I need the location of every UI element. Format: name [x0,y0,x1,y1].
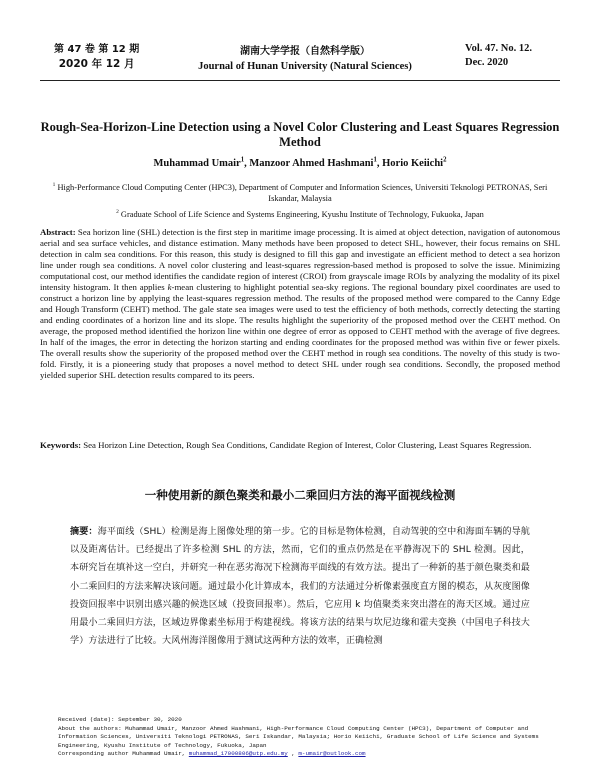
affiliation-mark: 1 [52,182,56,189]
chinese-abstract-label: 摘要： [70,527,98,537]
footnotes [40,716,570,759]
author-name: Muhammad Umair [153,158,241,169]
email-link-2[interactable]: m-umair@outlook.com [298,750,366,757]
email-separator: , [287,750,299,757]
chinese-abstract [70,523,530,650]
keywords [40,440,560,451]
journal-name [160,44,450,74]
author-affil-mark: 1 [373,156,377,164]
abstract-label: Abstract: [40,227,76,237]
keywords-text: Sea Horizon Line Detection, Rough Sea Conditions, Candidate Region of Interest, Color Clustering, Least Squares Regression. [81,440,532,450]
abstract-italic-k: k [167,282,172,292]
date-cn: 2020 年 12 月 [58,58,135,70]
footnote-received: Received (date): September 30, 2020 [58,716,182,723]
keywords-label: Keywords: [40,440,82,450]
volume-issue-cn: 第 47 卷 第 12 期 [54,44,140,55]
author-name: Manzoor Ahmed Hashmani [249,158,374,169]
author-separator: , [244,158,250,169]
journal-name-cn: 湖南大学学报（自然科学版） [240,46,370,57]
affiliation-text: Graduate School of Life Science and Systems Engineering, Kyushu Institute of Technology, Fukuoka, Japan [120,210,484,219]
journal-volume-cn [54,42,139,72]
chinese-abstract-text: 海平面线（SHL）检测是海上图像处理的第一步。它的目标是物体检测，自动驾驶的空中和海面车辆的导航以及距离估计。已经提出了许多检测 SHL 的方法，然而，它们的重点仍然是在平静海况下的 SHL 检测。因此，本研究旨在填补这一空白，并研究一种在恶劣海况下检测海平面线的有效方法。提出了一种新的基于颜色聚类和最小二乘回归的方法来解决该问题。通过最小化计算成本，我们的方法通过分析像素强度直方图的模态，从灰度图像投资回报率中识别出感兴趣的候选区域（投资回报率）。然后，它应用 k 均值聚类来突出潜在的海天区域。通过应用最小二乘回归方法，区域边界像素坐标用于构建视线。将该方法的结果与坎尼边缘和霍夫变换（中国电子科技大学）方法进行了比较。大风州海洋图像用于测试这两种方法的效率，正确检测 [70,527,530,647]
abstract-text-cont: -mean clustering to highlight potential sea-sky regions. The regional boundary pixel coordinates are used to construct a horizon line by applying the least-squares regression method. The results of the proposed method were compared to the Canny Edge and Hough Transform (CEHT) method. The gale state sea images were used to test the efficiency of both methods, correctly detecting the starting and ending coordinates of a horizon line and its slope. The results highlight the superiority of the proposed method over the CEHT method. On average, the proposed method identified the horizon line within one degree of error as opposed to CEHT method with the average of five degrees. In half of the images, the error in detecting the horizon starting and ending coordinates for the proposed method was within five or fewer pixels. The overall results show the superiority of the proposed method over the CEHT method in rough sea conditions. The novelty of this study is two-fold. Firstly, it is a pioneering study that proposes a novel method to detect SHL under rough sea conditions. Secondly, the proposed method yielded superior SHL detection results compared to its peers. [40,282,561,380]
author-list [40,158,560,169]
chinese-title: 一种使用新的颜色聚类和最小二乘回归方法的海平面视线检测 [144,488,456,502]
affiliation-1 [40,182,560,204]
paper-title: Rough-Sea-Horizon-Line Detection using a Novel Color Clustering and Least Squares Regression Method [40,120,560,149]
journal-name-en: Journal of Hunan University (Natural Sciences) [198,61,412,72]
author-name: Horio Keiichi [382,158,444,169]
journal-volume-en [465,42,532,70]
corresponding-label: Corresponding author Muhammad Umair, [58,750,189,757]
abstract [40,227,560,381]
author-affil-mark: 2 [443,156,447,164]
affiliation-text: High-Performance Cloud Computing Center (HPC3), Department of Computer and Information Sciences, Universiti Teknologi PETRONAS, Seri Iskandar, Malaysia [57,183,548,203]
date-en: Dec. 2020 [465,57,509,68]
footnote-about-authors: About the authors: Muhammad Umair, Manzoor Ahmed Hashmani, High-Performance Cloud Computing Center (HPC3), Department of Computer and Information Sciences, Universiti Teknologi PETRONAS, Seri Iskandar, Malaysia; Horio Keiichi, Graduate School of Life Science and Systems Engineering, Kyushu Institute of Technology, Fukuoka, Japan [58,724,539,749]
email-link-1[interactable]: muhammad_17000806@utp.edu.my [188,750,288,757]
volume-issue-en: Vol. 47. No. 12. [465,43,532,54]
abstract-text: Sea horizon line (SHL) detection is the first step in maritime image processing. It is aimed at object detection, navigation of autonomous aerial and sea surface vehicles, and distance estimation. Many methods have been proposed to detect SHL, however, their focus remains on SHL detection in calm sea conditions. For this reason, this study is designed to fill this gap and investigate an efficient method to detect a sea horizon line under rough sea conditions. A novel color clustering and least-squares regression-based method is proposed to solve the issue. Minimizing computational cost, our method identifies the candidate region of interest (CROI) from grayscale image ROIs by analyzing the modality of its pixel intensity histogram. It then applies [40,227,560,292]
footnote-corresponding [40,750,570,759]
header-rule [40,80,560,81]
author-affil-mark: 1 [240,156,245,164]
affiliation-2 [40,209,560,220]
affiliation-mark: 2 [116,209,119,216]
author-separator: , [376,158,383,169]
